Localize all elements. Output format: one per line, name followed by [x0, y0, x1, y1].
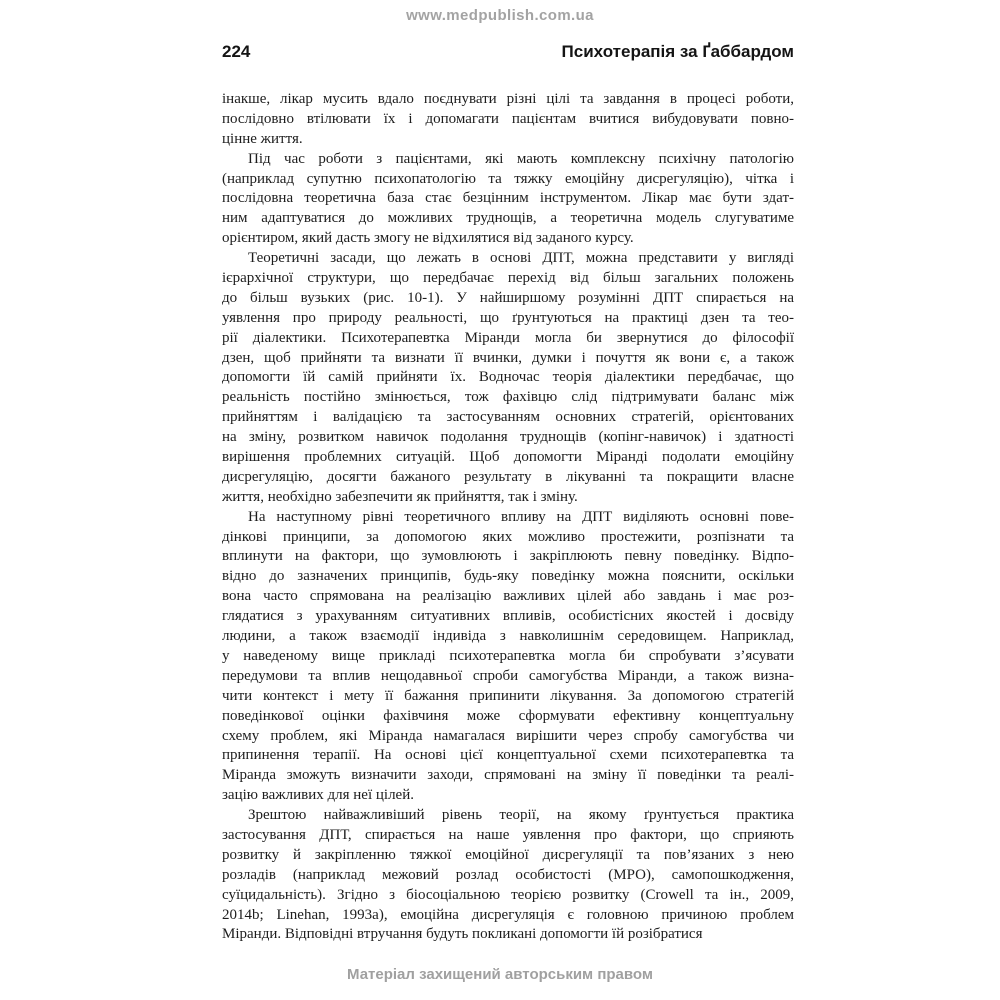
paragraph — [222, 249, 794, 508]
page-header — [222, 42, 794, 62]
text-line: до більш вузьких (рис. 10-1). У найширшому розумінні ДПТ спирається на — [222, 289, 794, 306]
paragraph — [222, 150, 794, 249]
copyright-footer: Матеріал захищений авторським правом — [347, 966, 653, 983]
text-line: людини, а також взаємодії індивіда з навколишнім середовищем. Наприклад, — [222, 628, 794, 645]
text-block — [222, 90, 794, 945]
text-line: послідовно втілювати їх і допомагати пацієнтам вчитися вибудовувати повно- — [222, 110, 794, 127]
text-line: уявлення про природу реальності, що ґрунтуються на практиці дзен та тео- — [222, 309, 794, 326]
text-line: рії діалектики. Психотерапевтка Міранди могла би звернутися до філософії — [222, 329, 794, 346]
text-line: прийняттям і валідацією та застосуванням основних стратегій, орієнтованих — [222, 409, 794, 426]
text-line: Зрештою найважливіший рівень теорії, на якому ґрунтується практика — [248, 807, 794, 824]
text-line: передумови та вплив нещодавньої спроби самогубства Міранди, а також визна- — [222, 667, 794, 684]
text-line: глядатися з урахуванням ситуативних впливів, особистісних якостей і досвіду — [222, 608, 794, 625]
text-line: відно до зазначених принципів, будь-яку поведінку можна пояснити, оскільки — [222, 568, 794, 585]
text-line: 2014b; Linehan, 1993a), емоційна дисрегуляція є головною причиною проблем — [222, 906, 794, 923]
text-line: життя, необхідно забезпечити як прийняття, так і зміну. — [222, 488, 578, 505]
text-line: вирішення проблемних ситуацій. Щоб допомогти Міранді подолати емоційну — [222, 449, 794, 466]
text-line: дзен, щоб прийняти та визнати її вчинки, думки і почуття як вони є, а також — [222, 349, 794, 366]
text-line: інакше, лікар мусить вдало поєднувати різні цілі та завдання в процесі роботи, — [222, 91, 794, 107]
text-line: дінкові принципи, за допомогою яких можливо простежити, розпізнати та — [222, 528, 794, 545]
text-line: поведінкової оцінки фахівчиня може сформувати ефективну концептуальну — [222, 707, 794, 724]
text-line: зацію важливих для неї цілей. — [222, 787, 414, 804]
text-line: Міранда зможуть визначити заходи, спрямовані на зміну її поведінки та реалі- — [222, 767, 794, 784]
text-line: Теоретичні засади, що лежать в основі ДПТ, можна представити у вигляді — [248, 250, 794, 267]
text-line: вона часто спрямована на реалізацію важливих цілей або завдань і має роз- — [222, 588, 794, 605]
text-line: суїцидальність). Згідно з біосоціальною теорією розвитку (Crowell та ін., 2009, — [222, 886, 794, 903]
text-line: чити контекст і мету її бажання припинити лікування. За допомогою стратегій — [222, 687, 794, 704]
running-title: Психотерапія за Ґаббардом — [561, 42, 794, 61]
text-line: допомогти їй самій прийняти їх. Водночас теорія діалектики передбачає, що — [222, 369, 794, 386]
text-line: цінне життя. — [222, 130, 303, 147]
text-line: Під час роботи з пацієнтами, які мають комплексну психічну патологію — [248, 150, 794, 167]
text-line: ієрархічної структури, що передбачає перехід від більш загальних положень — [222, 270, 794, 287]
text-line: (наприклад супутню психопатологію та тяжку емоційну дисрегуляцію), чітка і — [222, 170, 794, 187]
text-line: Міранди. Відповідні втручання будуть покликані допомогти їй розібратися — [222, 926, 703, 943]
text-line: дисрегуляцію, досягти бажаного результату в лікуванні та покращити власне — [222, 468, 794, 485]
text-line: розвитку й закріпленню тяжкої емоційної дисрегуляції та пов’язаних з нею — [222, 846, 794, 863]
text-line: схему проблем, які Міранда намагалася вирішити через спробу самогубства чи — [222, 727, 794, 744]
text-line: припинення терапії. На основі цієї концептуальної схеми психотерапевтка та — [222, 747, 794, 764]
text-line: послідовна теоретична база стає безцінним інструментом. Лікар має бути здат- — [222, 190, 794, 207]
publisher-url-watermark: www.medpublish.com.ua — [406, 7, 594, 24]
text-line: розладів (наприклад межовий розлад особистості (МРО), самопошкодження, — [222, 866, 794, 883]
text-line: ним адаптуватися до можливих труднощів, а теоретична модель слугуватиме — [222, 210, 794, 227]
text-line: реальність постійно змінюється, тож фахівцю слід підтримувати баланс між — [222, 389, 794, 406]
text-line: застосування ДПТ, спирається на наше уявлення про фактори, що сприяють — [222, 826, 794, 843]
text-line: у наведеному вище прикладі психотерапевтка могла би спробувати з’ясувати — [222, 647, 794, 664]
text-line: На наступному рівні теоретичного впливу на ДПТ виділяють основні пове- — [248, 508, 794, 525]
text-line: на зміну, розвитком навичок подолання труднощів (копінг-навичок) і здатності — [222, 429, 794, 446]
paragraph — [222, 90, 794, 150]
paragraph — [222, 806, 794, 945]
paragraph — [222, 508, 794, 806]
text-line: орієнтиром, який дасть змогу не відхилятися від заданого курсу. — [222, 230, 634, 247]
page-number: 224 — [222, 42, 251, 61]
text-line: вплинути на фактори, що зумовлюють і закріплюють певну поведінку. Відпо- — [222, 548, 794, 565]
